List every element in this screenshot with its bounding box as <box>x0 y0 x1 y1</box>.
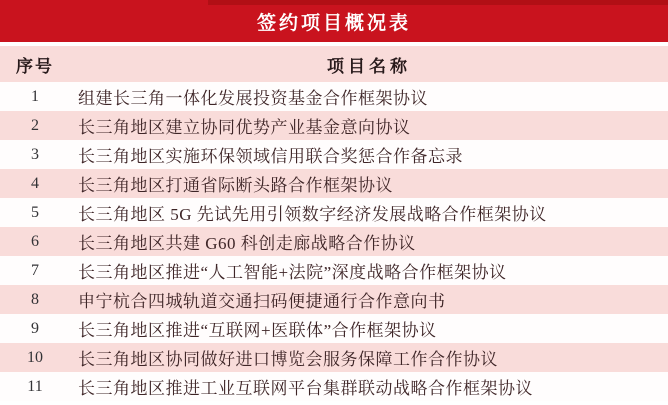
table-title-bar <box>0 0 668 42</box>
table-row <box>0 169 668 198</box>
table-row <box>0 111 668 140</box>
project-name: 申宁杭合四城轨道交通扫码便捷通行合作意向书 <box>78 292 446 311</box>
row-number: 10 <box>27 348 43 366</box>
column-header-no: 序号 <box>16 56 54 76</box>
project-name: 长三角地区建立协同优势产业基金意向协议 <box>78 118 411 137</box>
row-number: 8 <box>31 290 39 308</box>
table-body <box>0 82 668 401</box>
project-name: 长三角地区打通省际断头路合作框架协议 <box>78 176 393 195</box>
project-name: 长三角地区实施环保领域信用联合奖惩合作备忘录 <box>78 147 463 166</box>
row-number: 4 <box>31 174 39 192</box>
row-number: 9 <box>31 319 39 337</box>
table-row <box>0 227 668 256</box>
project-name: 长三角地区共建 G60 科创走廊战略合作协议 <box>78 234 416 253</box>
row-number: 6 <box>31 232 39 250</box>
row-number: 1 <box>31 87 39 105</box>
row-number: 7 <box>31 261 39 279</box>
table-row <box>0 140 668 169</box>
table-row <box>0 82 668 111</box>
table-row <box>0 198 668 227</box>
table-row <box>0 285 668 314</box>
project-name: 长三角地区推进工业互联网平台集群联动战略合作框架协议 <box>78 379 533 398</box>
table-row <box>0 343 668 372</box>
table-title: 签约项目概况表 <box>256 12 411 34</box>
project-name: 长三角地区 5G 先试先用引领数字经济发展战略合作框架协议 <box>78 205 547 224</box>
row-number: 5 <box>31 203 39 221</box>
table-row <box>0 314 668 343</box>
row-number: 11 <box>27 377 43 395</box>
column-header-row <box>0 46 668 82</box>
column-header-name: 项目名称 <box>327 56 411 76</box>
project-name: 长三角地区协同做好进口博览会服务保障工作合作协议 <box>78 350 498 369</box>
row-number: 2 <box>31 116 39 134</box>
project-name: 长三角地区推进“互联网+医联体”合作框架协议 <box>78 321 437 340</box>
title-bar-dark-strip <box>208 0 668 5</box>
project-name: 长三角地区推进“人工智能+法院”深度战略合作框架协议 <box>78 263 507 282</box>
row-number: 3 <box>31 145 39 163</box>
table-row <box>0 256 668 285</box>
project-name: 组建长三角一体化发展投资基金合作框架协议 <box>78 89 428 108</box>
table-row <box>0 372 668 401</box>
